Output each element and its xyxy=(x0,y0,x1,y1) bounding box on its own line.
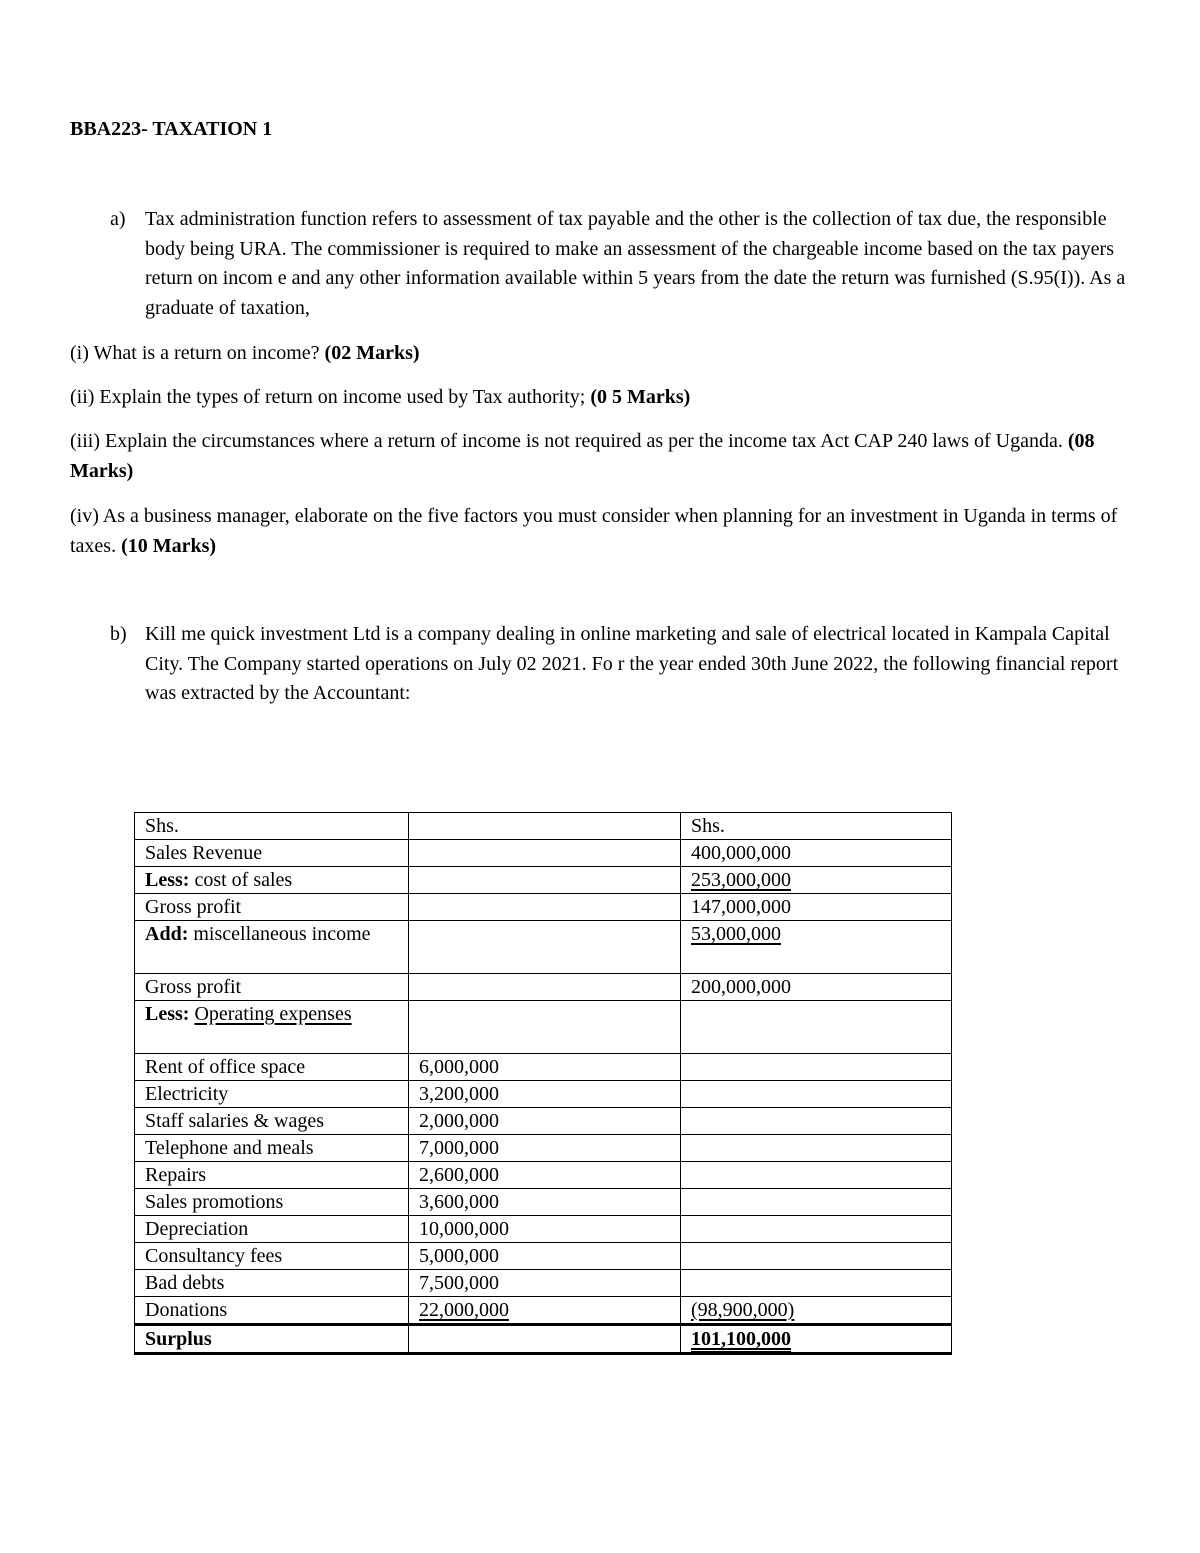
empty-cell xyxy=(409,894,681,921)
empty-cell xyxy=(409,840,681,867)
empty-cell xyxy=(681,1162,952,1189)
expense-amount: 7,500,000 xyxy=(409,1270,681,1297)
part-a-label: a) xyxy=(110,208,126,230)
expense-label: Electricity xyxy=(135,1081,409,1108)
header-cell xyxy=(409,813,681,840)
expense-amount: 6,000,000 xyxy=(409,1054,681,1081)
row-label: Gross profit xyxy=(135,894,409,921)
cost-of-sales-label: cost of sales xyxy=(189,869,293,891)
row-value xyxy=(681,1325,952,1354)
total-expenses xyxy=(681,1297,952,1325)
expense-label: Bad debts xyxy=(135,1270,409,1297)
donations-amount: 22,000,000 xyxy=(419,1299,509,1321)
empty-cell xyxy=(681,1108,952,1135)
row-value: 200,000,000 xyxy=(681,974,952,1001)
course-title: BBA223- TAXATION 1 xyxy=(70,118,273,140)
total-expenses-value: (98,900,000) xyxy=(691,1299,795,1321)
empty-cell xyxy=(409,921,681,974)
row-value: 147,000,000 xyxy=(681,894,952,921)
expense-amount: 3,200,000 xyxy=(409,1081,681,1108)
expense-row xyxy=(135,1297,952,1325)
opex-heading-row xyxy=(135,1001,952,1054)
header-cell: Shs. xyxy=(681,813,952,840)
empty-cell xyxy=(681,1135,952,1162)
opex-heading-label: Operating expenses xyxy=(194,1003,352,1025)
add-label: Add: xyxy=(145,923,189,945)
empty-cell xyxy=(681,1001,952,1054)
question-marks: (10 Marks) xyxy=(121,534,217,557)
misc-income-row xyxy=(135,921,952,974)
expense-amount: 10,000,000 xyxy=(409,1216,681,1243)
expense-label: Depreciation xyxy=(135,1216,409,1243)
empty-cell xyxy=(681,1243,952,1270)
question-text: (iii) Explain the circumstances where a return of income is not required as per the income tax Act CAP 240 laws of Uganda. xyxy=(70,430,1068,452)
surplus-value: 101,100,000 xyxy=(691,1328,791,1350)
expense-label: Donations xyxy=(135,1297,409,1325)
expense-label: Rent of office space xyxy=(135,1054,409,1081)
cost-of-sales-row xyxy=(135,867,952,894)
question-text: (ii) Explain the types of return on income used by Tax authority; xyxy=(70,386,591,408)
surplus-row xyxy=(135,1325,952,1354)
question-i xyxy=(70,339,1140,369)
less-label: Less: xyxy=(145,1003,190,1025)
table-header-row xyxy=(135,813,952,840)
expense-row xyxy=(135,1162,952,1189)
cost-of-sales-value: 253,000,000 xyxy=(691,869,791,891)
expense-amount: 7,000,000 xyxy=(409,1135,681,1162)
row-label xyxy=(135,1001,409,1054)
header-cell: Shs. xyxy=(135,813,409,840)
expense-label: Consultancy fees xyxy=(135,1243,409,1270)
expense-label: Sales promotions xyxy=(135,1189,409,1216)
row-value xyxy=(681,921,952,974)
expense-row xyxy=(135,1135,952,1162)
empty-cell xyxy=(409,974,681,1001)
expense-row xyxy=(135,1108,952,1135)
expense-amount: 2,000,000 xyxy=(409,1108,681,1135)
row-label xyxy=(135,921,409,974)
question-text: (i) What is a return on income? xyxy=(70,342,325,364)
expense-label: Repairs xyxy=(135,1162,409,1189)
empty-cell xyxy=(681,1054,952,1081)
empty-cell xyxy=(409,1325,681,1354)
expense-row xyxy=(135,1189,952,1216)
row-label: Gross profit xyxy=(135,974,409,1001)
question-ii xyxy=(70,383,1140,413)
surplus-label: Surplus xyxy=(145,1328,212,1350)
expense-row xyxy=(135,1216,952,1243)
empty-cell xyxy=(409,1001,681,1054)
misc-income-value: 53,000,000 xyxy=(691,923,781,945)
question-marks: (0 5 Marks) xyxy=(590,386,691,408)
expense-amount: 3,600,000 xyxy=(409,1189,681,1216)
question-marks: (02 Marks) xyxy=(324,342,420,364)
row-value: 400,000,000 xyxy=(681,840,952,867)
gross-profit-row xyxy=(135,894,952,921)
empty-cell xyxy=(409,867,681,894)
expense-amount: 2,600,000 xyxy=(409,1162,681,1189)
expense-amount: 5,000,000 xyxy=(409,1243,681,1270)
expense-amount xyxy=(409,1297,681,1325)
expense-label: Staff salaries & wages xyxy=(135,1108,409,1135)
part-a-text: Tax administration function refers to assessment of tax payable and the other is the collection of tax due, the responsible body being URA. The commissioner is required to make an assessment of the chargeable income based on the tax payers return on incom e and any other information available within 5 years from the date the return was furnished (S.95(I)). As a graduate of taxation, xyxy=(145,208,1126,319)
row-label: Sales Revenue xyxy=(135,840,409,867)
less-label: Less: xyxy=(145,869,190,891)
misc-income-label: miscellaneous income xyxy=(188,923,371,945)
row-label xyxy=(135,867,409,894)
expense-label: Telephone and meals xyxy=(135,1135,409,1162)
row-label xyxy=(135,1325,409,1354)
expense-row xyxy=(135,1270,952,1297)
empty-cell xyxy=(681,1270,952,1297)
question-marks: (08 Marks) xyxy=(70,430,1095,482)
gross-profit-total-row xyxy=(135,974,952,1001)
part-b-label: b) xyxy=(110,623,127,645)
question-iv xyxy=(70,502,1140,561)
expense-row xyxy=(135,1054,952,1081)
row-value xyxy=(681,867,952,894)
empty-cell xyxy=(681,1189,952,1216)
part-b-text: Kill me quick investment Ltd is a company dealing in online marketing and sale of electrical located in Kampala Capital City. The Company started operations on July 02 2021. Fo r the year ended 30th June 2022, the following financial report was extracted by the Accountant: xyxy=(145,623,1119,704)
expense-row xyxy=(135,1243,952,1270)
empty-cell xyxy=(681,1081,952,1108)
financial-report-table xyxy=(134,812,952,1355)
question-text: (iv) As a business manager, elaborate on the five factors you must consider when planning for an investment in Uganda in terms of taxes. xyxy=(70,505,1118,557)
question-iii xyxy=(70,427,1140,486)
empty-cell xyxy=(681,1216,952,1243)
expense-row xyxy=(135,1081,952,1108)
sales-revenue-row xyxy=(135,840,952,867)
